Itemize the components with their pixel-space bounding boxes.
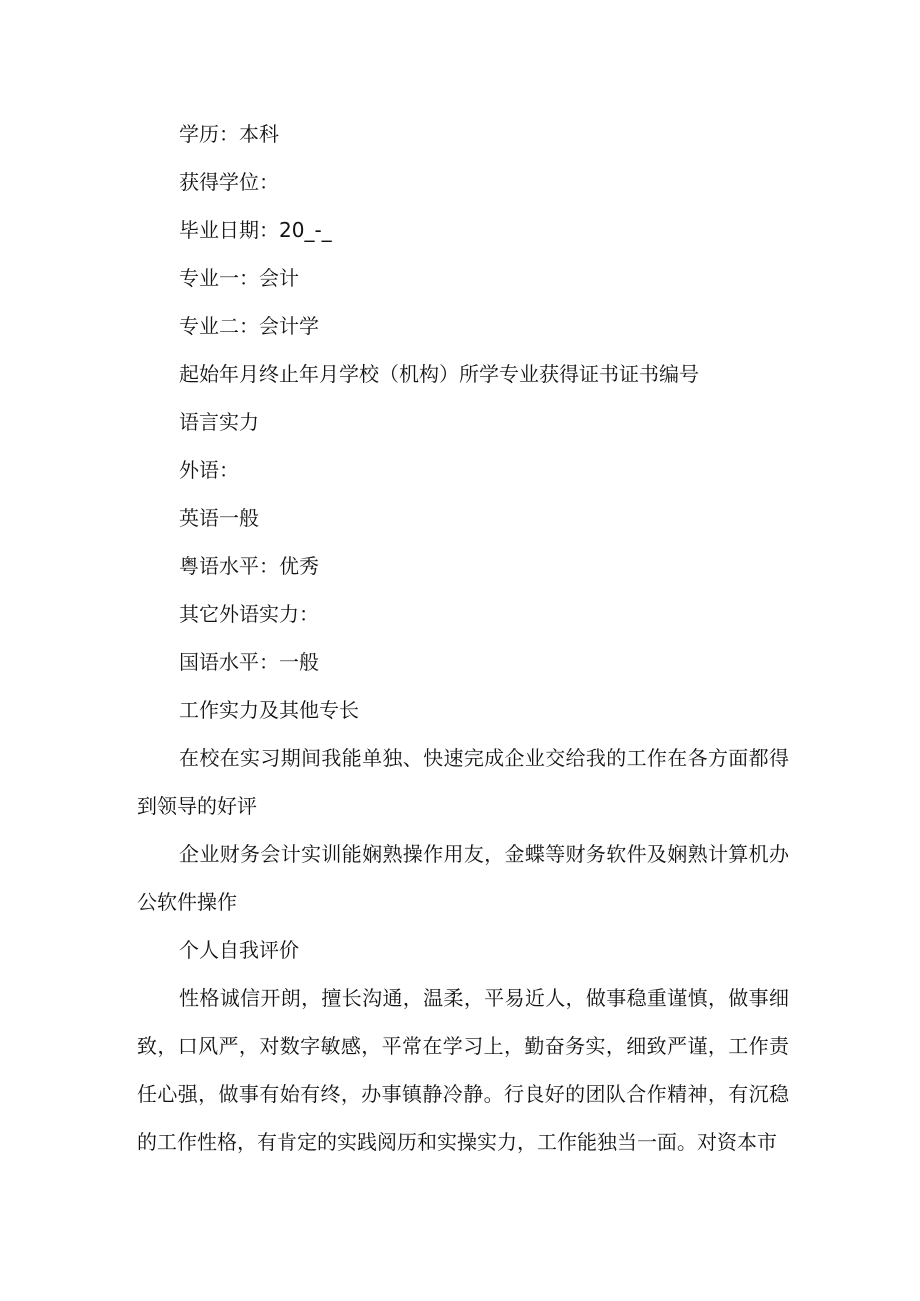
major-two-line: 专业二：会计学 — [179, 314, 319, 338]
self-evaluation-paragraph: 性格诚信开朗，擅长沟通，温柔，平易近人，做事稳重谨慎，做事细致，口风严，对数字敏感，平常在学习上，勤奋务实，细致严谨，工作责任心强，做事有始有终，办事镇静冷静。行良好的团队合作精神，有沉稳的工作性格，有肯定的实践阅历和实操实力，工作能独当一面。对资本市 — [137, 986, 789, 1154]
other-language-line: 其它外语实力： — [179, 602, 319, 626]
graduation-date-line: 毕业日期：20_-_ — [179, 218, 332, 242]
major-one-line: 专业一：会计 — [179, 266, 299, 290]
mandarin-level-line: 国语水平：一般 — [179, 650, 319, 674]
work-paragraph-1: 在校在实习期间我能单独、快速完成企业交给我的工作在各方面都得到领导的好评 — [137, 746, 789, 818]
work-paragraph-2: 企业财务会计实训能娴熟操作用友，金蝶等财务软件及娴熟计算机办公软件操作 — [137, 842, 789, 914]
degree-line: 获得学位： — [179, 170, 279, 194]
education-table-header-line: 起始年月终止年月学校（机构）所学专业获得证书证书编号 — [179, 362, 699, 386]
language-ability-heading: 语言实力 — [179, 410, 259, 434]
foreign-language-line: 外语： — [179, 458, 239, 482]
cantonese-level-line: 粤语水平：优秀 — [179, 554, 319, 578]
english-level-line: 英语一般 — [179, 506, 259, 530]
education-line: 学历：本科 — [179, 122, 279, 146]
work-skills-heading: 工作实力及其他专长 — [179, 698, 359, 722]
self-evaluation-heading: 个人自我评价 — [179, 938, 299, 962]
